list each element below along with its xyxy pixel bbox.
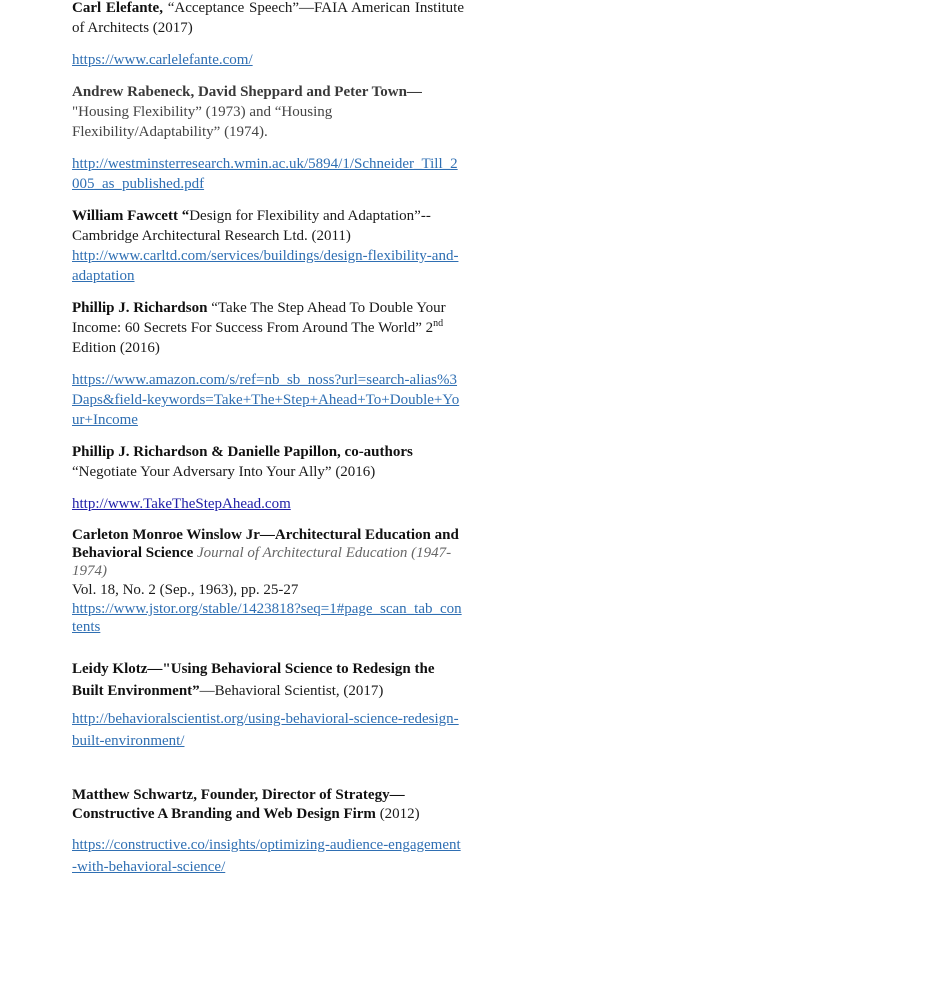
- reference-author: Phillip J. Richardson: [72, 300, 208, 316]
- reference-author: Andrew Rabeneck, David Sheppard and Peter Town—: [72, 84, 422, 100]
- reference-entry-fawcett: [72, 206, 464, 246]
- reference-title: (2012): [375, 806, 420, 822]
- reference-entry-schwartz: [72, 786, 464, 824]
- reference-author: Carl Elefante,: [72, 0, 163, 16]
- reference-entry-richardson-papillon: [72, 442, 464, 482]
- reference-entry-winslow: [72, 526, 464, 580]
- reference-author: Phillip J. Richardson & Danielle Papillon, co-authors: [72, 444, 413, 460]
- reference-author: Leidy Klotz—"Using Behavioral Science to Redesign the Built Environment”: [72, 661, 435, 699]
- reference-title-end: Edition (2016): [72, 340, 160, 356]
- reference-link-elefante[interactable]: https://www.carlelefante.com/: [72, 52, 253, 68]
- reference-link-container: [72, 246, 464, 286]
- reference-link-container: [72, 600, 464, 636]
- reference-entry-klotz: [72, 658, 464, 702]
- reference-link-amazon[interactable]: https://www.amazon.com/s/ref=nb_sb_noss?url=search-alias%3Daps&field-keywords=Take+The+Step+Ahead+To+Double+Your+Income: [72, 372, 460, 428]
- reference-link-container: [72, 834, 464, 878]
- reference-entry-elefante: [72, 0, 464, 38]
- reference-title: "Housing Flexibility” (1973) and “Housing Flexibility/Adaptability” (1974).: [72, 104, 333, 140]
- reference-author: Matthew Schwartz, Founder, Director of Strategy— Constructive A Branding and Web Design Firm: [72, 787, 405, 822]
- reference-link-container: [72, 708, 464, 752]
- reference-entry-richardson: [72, 298, 464, 358]
- reference-link-container: [72, 494, 464, 514]
- reference-title: Design for Flexibility and Adaptation”-- Cambridge Architectural Research Ltd. (2011): [72, 208, 431, 244]
- reference-link-jstor[interactable]: https://www.jstor.org/stable/1423818?seq=1#page_scan_tab_contents: [72, 601, 462, 635]
- reference-title-superscript: nd: [433, 318, 444, 329]
- reference-title: “Take The Step Ahead To Double Your Income: 60 Secrets For Success From Around The World” 2: [72, 300, 446, 336]
- reference-journal: Journal of Architectural Education (1947-1974): [72, 545, 452, 579]
- reference-title: —Behavioral Scientist, (2017): [199, 683, 384, 699]
- reference-link-rabeneck[interactable]: http://westminsterresearch.wmin.ac.uk/5894/1/Schneider_Till_2005_as_published.pdf: [72, 156, 458, 192]
- reference-title: “Acceptance Speech”—FAIA American Institute of Architects (2017): [72, 0, 465, 36]
- reference-link-fawcett[interactable]: http://www.carltd.com/services/buildings/design-flexibility-and-adaptation: [72, 248, 459, 284]
- reference-entry-rabeneck: [72, 82, 464, 142]
- reference-link-container: [72, 370, 464, 430]
- reference-volume: Vol. 18, No. 2 (Sep., 1963), pp. 25-27: [72, 582, 299, 598]
- reference-author: Carleton Monroe Winslow Jr—Architectural Education and Behavioral Science: [72, 527, 459, 561]
- reference-link-takethestepahead[interactable]: http://www.TakeTheStepAhead.com: [72, 496, 291, 512]
- reference-link-container: [72, 154, 464, 194]
- reference-list: [72, 0, 464, 878]
- reference-author: William Fawcett “: [72, 208, 190, 224]
- reference-link-behavioralscientist[interactable]: http://behavioralscientist.org/using-behavioral-science-redesign-built-environment/: [72, 711, 459, 749]
- reference-title: “Negotiate Your Adversary Into Your Ally” (2016): [72, 464, 376, 480]
- reference-link-container: [72, 50, 464, 70]
- reference-link-constructive[interactable]: https://constructive.co/insights/optimizing-audience-engagement-with-behavioral-science/: [72, 837, 461, 875]
